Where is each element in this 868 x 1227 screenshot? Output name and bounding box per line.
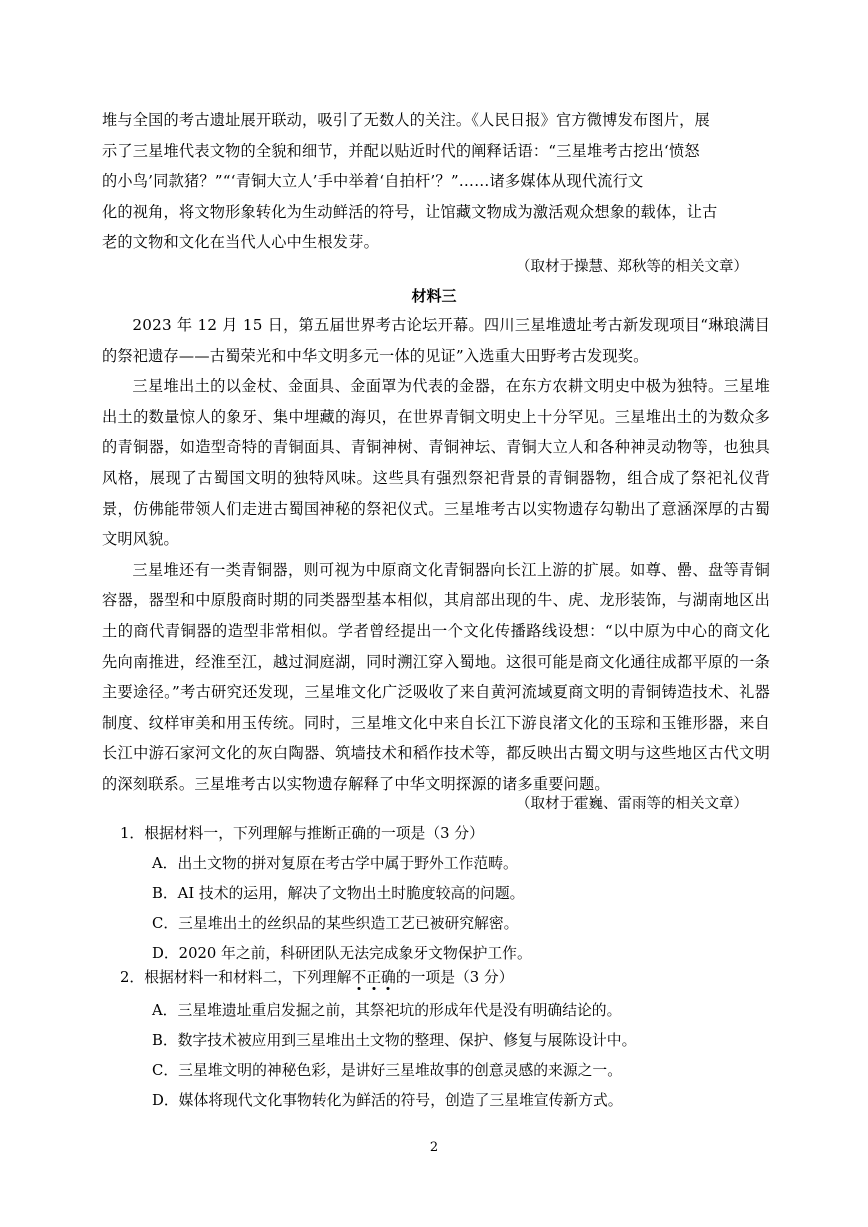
material-3-paragraph-3: 三星堆还有一类青铜器，则可视为中原商文化青铜器向长江上游的扩展。如尊、罍、盘等青铜容器，器型和中原殷商时期的同类器型基本相似，其肩部出现的牛、虎、龙形装饰，与湖南地区出土的商代青铜器的造型非常相似。学者曾经提出一个文化传播路线设想：“以中原为中心的商文化先向南推进，经淮至江，越过洞庭湖，同时溯江穿入蜀地。这很可能是商文化通往成都平原的一条主要途径。”考古研究还发现，三星堆文化广泛吸收了来自黄河流域夏商文明的青铜铸造技术、礼器制度、纹样审美和用玉传统。同时，三星堆文化中来自长江下游良渚文化的玉琮和玉锥形器，来自长江中游石家河文化的灰白陶器、筑墙技术和稻作技术等，都反映出古蜀文明与这些地区古代文明的深刻联系。三星堆考古以实物遗存解释了中华文明探源的诸多重要问题。 bbox=[102, 560, 770, 793]
question-2-stem bbox=[120, 966, 514, 987]
question-1-option-d: D．2020 年之前，科研团队无法完成象牙文物保护工作。 bbox=[152, 945, 532, 962]
question-1-option-c: C．三星堆出土的丝织品的某些织造工艺已被研究解密。 bbox=[152, 915, 519, 932]
emphasis-char: 不 bbox=[351, 969, 367, 986]
page-number: 2 bbox=[429, 1140, 439, 1155]
question-2-stem-end: 的一项是（3 分） bbox=[395, 969, 514, 986]
emphasis-char: 确 bbox=[381, 969, 396, 986]
question-1-option-b: B．AI 技术的运用，解决了文物出土时脆度较高的问题。 bbox=[152, 885, 525, 902]
source-citation-1: （取材于操慧、郑秋等的相关文章） bbox=[516, 259, 748, 275]
text-line: 堆与全国的考古遗址展开联动，吸引了无数人的关注。《人民日报》官方微博发布图片，展 bbox=[102, 111, 710, 129]
question-1-stem: 1．根据材料一，下列理解与推断正确的一项是（3 分） bbox=[120, 825, 484, 842]
source-citation-2: （取材于霍巍、雷雨等的相关文章） bbox=[516, 796, 748, 812]
text-line: 老的文物和文化在当代人心中生根发芽。 bbox=[102, 233, 379, 252]
question-2-option-d: D．媒体将现代文化事物转化为鲜活的符号，创造了三星堆宣传新方式。 bbox=[152, 1092, 623, 1109]
question-2-emphasis bbox=[351, 969, 395, 986]
question-2-stem-start: 2．根据材料一和材料二，下列理解 bbox=[120, 969, 352, 986]
text-line: 的小鸟’同款猪？”“‘青铜大立人’手中举着‘自拍杆’？”……诸多媒体从现代流行文 bbox=[102, 172, 644, 191]
material-3-paragraph-1: 2023 年 12 月 15 日，第五届世界考古论坛开幕。四川三星堆遗址考古新发现项目“琳琅满目的祭祀遗存——古蜀荣光和中华文明多元一体的见证”入选重大田野考古发现奖。 bbox=[102, 316, 770, 365]
material-3-heading: 材料三 bbox=[411, 287, 457, 305]
emphasis-char: 正 bbox=[366, 969, 381, 986]
question-1-option-a: A．出土文物的拼对复原在考古学中属于野外工作范畴。 bbox=[152, 855, 518, 872]
question-2-option-b: B．数字技术被应用到三星堆出土文物的整理、保护、修复与展陈设计中。 bbox=[152, 1032, 637, 1049]
material-3-paragraph-2: 三星堆出土的以金杖、金面具、金面罩为代表的金器，在东方农耕文明史中极为独特。三星堆出土的数量惊人的象牙、集中埋藏的海贝，在世界青铜文明史上十分罕见。三星堆出土的为数众多的青铜器，如造型奇特的青铜面具、青铜神树、青铜神坛、青铜大立人和各种神灵动物等，也独具风格，展现了古蜀国文明的独特风味。这些具有强烈祭祀背景的青铜器物，组合成了祭祀礼仪背景，仿佛能带领人们走进古蜀国神秘的祭祀仪式。三星堆考古以实物遗存勾勒出了意涵深厚的古蜀文明风貌。 bbox=[102, 377, 770, 549]
text-line: 示了三星堆代表文物的全貌和细节，并配以贴近时代的阐释话语：“三星堆考古挖出‘愤怒 bbox=[102, 141, 700, 160]
material-3-body bbox=[102, 310, 770, 800]
text-line: 化的视角，将文物形象转化为生动鲜活的符号，让馆藏文物成为激活观众想象的载体，让古 bbox=[102, 202, 718, 221]
question-2-option-a: A．三星堆遗址重启发掘之前，其祭祀坑的形成年代是没有明确结论的。 bbox=[152, 1002, 622, 1019]
material-2-paragraph-end bbox=[102, 105, 770, 258]
question-2-option-c: C．三星堆文明的神秘色彩，是讲好三星堆故事的创意灵感的来源之一。 bbox=[152, 1062, 623, 1079]
